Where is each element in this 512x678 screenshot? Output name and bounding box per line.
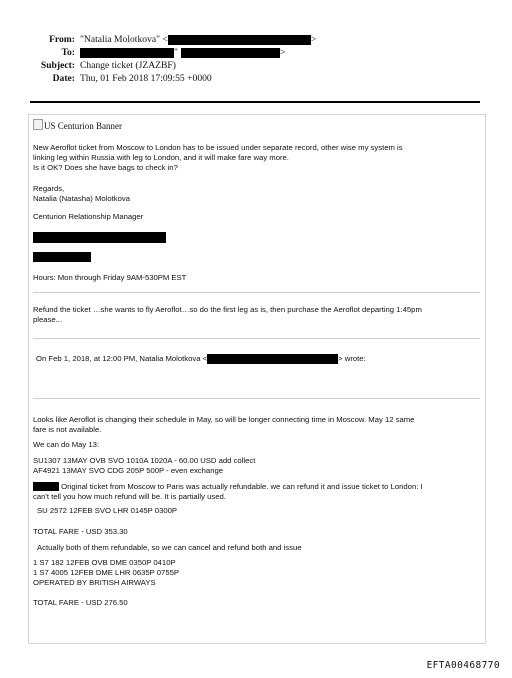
date-label: Date: bbox=[52, 73, 75, 84]
separator-line bbox=[33, 398, 480, 399]
redaction-bar bbox=[207, 354, 338, 364]
subject-label: Subject: bbox=[40, 60, 75, 71]
redaction-bar bbox=[33, 482, 59, 491]
to-close: > bbox=[279, 47, 286, 58]
banner-alt-text: US Centurion Banner bbox=[44, 121, 122, 131]
redaction-bar bbox=[33, 252, 91, 262]
text-line: please... bbox=[33, 315, 63, 325]
quote-header-suffix: > wrote: bbox=[338, 354, 366, 364]
text-line: New Aeroflot ticket from Moscow to London has to be issued under separate record, other wise my system is bbox=[33, 143, 403, 152]
reply-paragraph bbox=[33, 305, 483, 325]
from-value: "Natalia Molotkova" < bbox=[80, 34, 168, 45]
sender-title: Centurion Relationship Manager bbox=[33, 212, 144, 221]
subject-value: Change ticket (JZAZBF) bbox=[80, 60, 176, 71]
hours-text: Hours: Mon through Friday 9AM-530PM EST bbox=[33, 273, 187, 282]
text-line: linking leg within Russia with leg to London, and it will make fare way more. bbox=[33, 153, 289, 163]
quote-header bbox=[36, 354, 486, 364]
text-line: Refund the ticket …she wants to fly Aeroflot…so do the first leg as is, then purchase the Aeroflot departing 1:45pm bbox=[33, 305, 422, 314]
text-line: Is it OK? Does she have bags to check in? bbox=[33, 163, 178, 173]
quoted-date-option: We can do May 13: bbox=[33, 440, 100, 449]
regards-text: Regards, bbox=[33, 184, 65, 193]
text-line: Looks like Aeroflot is changing their schedule in May, so will be longer connecting time in Moscow. May 12 same bbox=[33, 415, 415, 424]
text-line: can't tell you how much refund will be. It is partially used. bbox=[33, 492, 226, 502]
redaction-bar bbox=[181, 48, 280, 58]
to-quote: " bbox=[174, 47, 178, 58]
signature-block bbox=[33, 184, 483, 204]
refund-paragraph bbox=[33, 482, 483, 502]
cancel-refund-text: Actually both of them refundable, so we can cancel and refund both and issue bbox=[37, 543, 302, 552]
text-line: Original ticket from Moscow to Paris was actually refundable. we can refund it and issue ticket to London: I bbox=[59, 482, 423, 491]
text-line: fare is not available. bbox=[33, 425, 102, 435]
sender-name: Natalia (Natasha) Molotkova bbox=[33, 194, 130, 204]
broken-image-icon bbox=[33, 119, 43, 130]
s7-flights bbox=[33, 558, 483, 589]
from-close: > bbox=[310, 34, 317, 45]
operated-by-text: OPERATED BY BRITISH AIRWAYS bbox=[33, 578, 156, 588]
from-label: From: bbox=[49, 34, 75, 45]
quote-header-prefix: On Feb 1, 2018, at 12:00 PM, Natalia Molotkova < bbox=[36, 354, 208, 364]
flight-line: SU 2572 12FEB SVO LHR 0145P 0300P bbox=[37, 506, 178, 515]
flight-line: SU1307 13MAY OVB SVO 1010A 1020A - 60.00 USD add collect bbox=[33, 456, 256, 465]
separator-line bbox=[33, 292, 480, 293]
separator-line bbox=[33, 338, 480, 339]
flight-line: 1 S7 182 12FEB OVB DME 0350P 0410P bbox=[33, 558, 176, 567]
document-id: EFTA00468770 bbox=[426, 660, 500, 671]
message-paragraph-1 bbox=[33, 143, 483, 174]
total-fare-2: TOTAL FARE - USD 276.50 bbox=[33, 598, 128, 607]
flight-line: 1 S7 4005 12FEB DME LHR 0635P 0755P bbox=[33, 568, 180, 578]
redaction-bar bbox=[80, 48, 174, 58]
redaction-bar bbox=[33, 232, 166, 243]
flight-line: AF4921 13MAY SVO CDG 205P 500P - even exchange bbox=[33, 466, 224, 476]
flight-options bbox=[33, 456, 483, 476]
to-label: To: bbox=[61, 47, 75, 58]
quoted-paragraph-1 bbox=[33, 415, 483, 435]
total-fare-1: TOTAL FARE - USD 353.30 bbox=[33, 527, 128, 536]
banner-image-placeholder bbox=[33, 119, 122, 131]
redaction-bar bbox=[168, 35, 311, 45]
date-value: Thu, 01 Feb 2018 17:09:55 +0000 bbox=[80, 73, 212, 84]
header-divider bbox=[30, 101, 480, 103]
